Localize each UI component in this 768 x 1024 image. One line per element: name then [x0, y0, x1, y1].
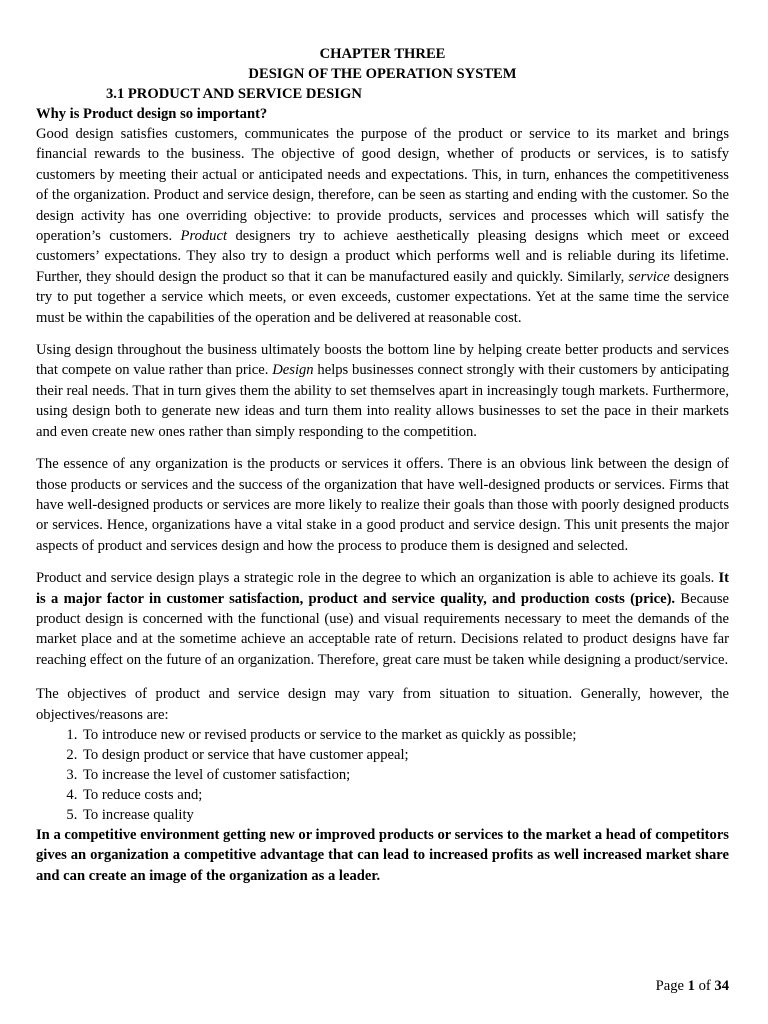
- total-pages: 34: [714, 978, 729, 994]
- chapter-subtitle: DESIGN OF THE OPERATION SYSTEM: [248, 66, 517, 82]
- paragraph-1-text-a: Good design satisfies customers, communicates the purpose of the product or service to its market and brings financial rewards to the business. The objective of good design, whether of products or services, is to satisfy customers by meeting their actual or anticipated needs and expectations. This, in turn, enhances the competitiveness of the organization. Product and service design, therefore, can be seen as starting and ending with the customer. So the design activity has one overriding objective: to provide products, services and processes which will satisfy the operation’s customers.: [36, 126, 729, 245]
- section-heading: 3.1 PRODUCT AND SERVICE DESIGN: [106, 86, 362, 102]
- of-label: of: [694, 978, 715, 994]
- page-label: Page: [655, 978, 688, 994]
- page-number: 1: [687, 978, 695, 994]
- paragraph-4: [36, 568, 729, 670]
- list-item: 2. To design product or service that have customer appeal;: [81, 745, 729, 765]
- paragraph-4-text-c: Because product design is concerned with the functional (use) and visual requirements necessary to meet the demands of the market place and at the sometime achieve an acceptable rate of return. Decisions related to product designs have far reaching effect on the future of an organization. Therefore, great care must be taken while designing a product/service.: [36, 590, 729, 668]
- paragraph-2-text-c: helps businesses connect strongly with their customers by anticipating their real needs. That in turn gives them the ability to set themselves apart in increasingly tough markets. Furthermore, using design both to generate new ideas and turn them into reality allows businesses to set the pace in their markets and even create new ones rather than simply responding to the competition.: [36, 362, 729, 440]
- list-item: 5. To increase quality: [81, 805, 729, 825]
- paragraph-3: The essence of any organization is the products or services it offers. There is an obvious link between the design of those products or services and the success of the organization that have well-designed products or services. Firms that have well-designed products or services are more likely to realize their goals than those with poorly designed products or services. Hence, organizations have a vital stake in a good product and service design. This unit presents the major aspects of product and services design and how the process to produce them is designed and selected.: [36, 456, 729, 554]
- chapter-title: CHAPTER THREE: [319, 46, 446, 62]
- objectives-list: [36, 725, 729, 825]
- list-item: 4. To reduce costs and;: [81, 785, 729, 805]
- paragraph-4-text-a: Product and service design plays a strategic role in the degree to which an organization is able to achieve its goals.: [36, 570, 719, 587]
- paragraph-1-italic-product: Product: [180, 228, 228, 245]
- document-page: [36, 44, 729, 886]
- paragraph-1-text-e: designers try to put together a service which meets, or even exceeds, customer expectations. Yet at the same time the service must be within the capabilities of the operation and be delivered at reasonable cost.: [36, 268, 729, 326]
- question-heading: Why is Product design so important?: [36, 106, 268, 122]
- paragraph-2-text-a: Using design throughout the business ultimately boosts the bottom line by helping create better products and services that compete on value rather than price.: [36, 342, 729, 379]
- paragraph-6: In a competitive environment getting new or improved products or services to the market a head of competitors gives an organization a competitive advantage that can lead to increased profits as well increased market share and can create an image of the organization as a leader.: [36, 826, 729, 884]
- list-item: 1. To introduce new or revised products or service to the market as quickly as possible;: [81, 725, 729, 745]
- paragraph-1: [36, 124, 729, 328]
- paragraph-4-bold: It is a major factor in customer satisfaction, product and service quality, and production costs (price).: [36, 570, 729, 607]
- page-number-footer: [656, 977, 729, 995]
- paragraph-2-italic-design: Design: [272, 362, 314, 379]
- paragraph-1-italic-service: service: [628, 268, 670, 285]
- paragraph-1-text-c: designers try to achieve aesthetically pleasing designs which meet or exceed customers’ expectations. They also try to design a product which performs well and is reliable during its lifetime. Further, they should design the product so that it can be manufactured easily and quickly. Similarly,: [36, 228, 730, 285]
- list-item: 3. To increase the level of customer satisfaction;: [81, 765, 729, 785]
- paragraph-5: The objectives of product and service design may vary from situation to situation. Generally, however, the objectives/reasons are:: [36, 686, 729, 723]
- paragraph-2: [36, 340, 729, 442]
